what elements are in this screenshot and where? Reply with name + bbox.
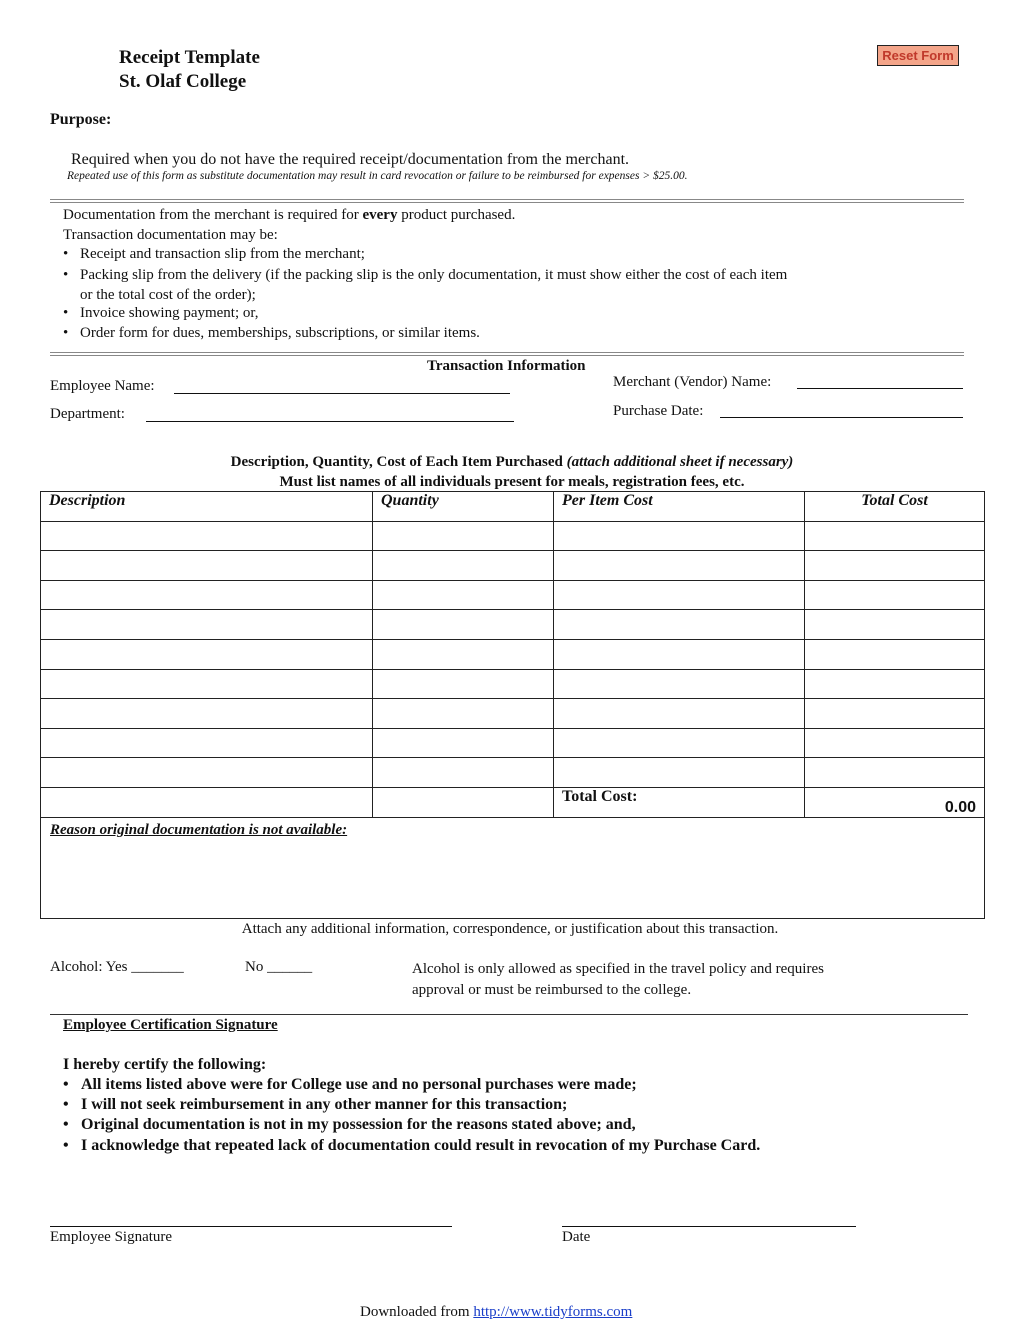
cert-bullet-mark: •	[63, 1116, 69, 1133]
quantity-cell[interactable]	[373, 521, 554, 551]
cert-bullet-mark: •	[63, 1137, 69, 1154]
total-cost-cell[interactable]	[805, 639, 985, 669]
description-cell[interactable]	[41, 758, 373, 788]
column-header-total-cost: Total Cost	[805, 492, 985, 522]
purpose-label: Purpose:	[50, 111, 112, 128]
table-row	[41, 521, 985, 551]
doc-bullet-mark: •	[63, 267, 69, 283]
per-item-cost-cell[interactable]	[554, 521, 805, 551]
footer-prefix: Downloaded from	[360, 1304, 474, 1320]
cert-bullet-1: All items listed above were for College use and no personal purchases were made;	[81, 1076, 637, 1093]
per-item-cost-cell[interactable]	[554, 669, 805, 699]
per-item-cost-cell[interactable]	[554, 758, 805, 788]
form-title: Receipt Template	[119, 47, 260, 68]
table-row	[41, 580, 985, 610]
reset-form-button[interactable]: Reset Form	[877, 45, 959, 66]
total-cost-value[interactable]: 0.00	[805, 787, 985, 817]
attach-note: Attach any additional information, correspondence, or justification about this transaction.	[241, 921, 779, 937]
description-cell[interactable]	[41, 551, 373, 581]
quantity-cell[interactable]	[373, 639, 554, 669]
quantity-cell[interactable]	[373, 580, 554, 610]
per-item-cost-cell[interactable]	[554, 699, 805, 729]
items-heading: Description, Quantity, Cost of Each Item Purchased (attach additional sheet if necessary)	[230, 454, 794, 470]
alcohol-no[interactable]: No ______	[245, 959, 313, 975]
description-cell[interactable]	[41, 728, 373, 758]
quantity-cell[interactable]	[373, 699, 554, 729]
description-cell[interactable]	[41, 610, 373, 640]
table-row	[41, 699, 985, 729]
quantity-cell[interactable]	[373, 728, 554, 758]
college-name: St. Olaf College	[119, 71, 247, 92]
total-cost-cell[interactable]	[805, 669, 985, 699]
cert-bullet-3: Original documentation is not in my possession for the reasons stated above; and,	[81, 1116, 636, 1133]
alcohol-note-2: approval or must be reimbursed to the college.	[412, 982, 692, 998]
total-cost-cell[interactable]	[805, 728, 985, 758]
divider	[50, 352, 964, 356]
transaction-heading: Transaction Information	[427, 358, 586, 374]
cert-bullet-4: I acknowledge that repeated lack of documentation could result in revocation of my Purchase Card.	[81, 1137, 761, 1154]
per-item-cost-cell[interactable]	[554, 610, 805, 640]
total-cost-cell[interactable]	[805, 580, 985, 610]
signature-date-label: Date	[562, 1229, 591, 1245]
per-item-cost-cell[interactable]	[554, 639, 805, 669]
per-item-cost-cell[interactable]	[554, 551, 805, 581]
divider	[50, 199, 964, 203]
alcohol-note-1: Alcohol is only allowed as specified in the travel policy and requires	[412, 961, 824, 977]
purpose-note: Repeated use of this form as substitute documentation may result in card revocation or failure to be reimbursed for expenses > $25.00.	[67, 170, 688, 182]
divider	[50, 1014, 968, 1015]
tidyforms-link[interactable]: http://www.tidyforms.com	[473, 1304, 633, 1320]
certification-heading: Employee Certification Signature	[63, 1017, 278, 1033]
footer	[360, 1304, 632, 1321]
doc-bullet-mark: •	[63, 246, 69, 262]
description-cell[interactable]	[41, 521, 373, 551]
doc-bullet-mark: •	[63, 325, 69, 341]
column-header-description: Description	[41, 492, 373, 522]
merchant-name-field[interactable]	[797, 388, 963, 389]
table-row	[41, 669, 985, 699]
certification-intro: I hereby certify the following:	[63, 1056, 267, 1073]
total-cost-cell[interactable]	[805, 758, 985, 788]
employee-name-label: Employee Name:	[50, 378, 155, 394]
alcohol-yes[interactable]: Alcohol: Yes _______	[50, 959, 184, 975]
doc-bullet-4: Order form for dues, memberships, subscriptions, or similar items.	[80, 325, 480, 341]
department-field[interactable]	[146, 421, 514, 422]
table-row	[41, 551, 985, 581]
per-item-cost-cell[interactable]	[554, 580, 805, 610]
items-table	[40, 491, 985, 818]
doc-bullet-mark: •	[63, 305, 69, 321]
table-header-row	[41, 492, 985, 522]
table-row	[41, 758, 985, 788]
doc-bullet-2b: or the total cost of the order);	[80, 287, 256, 303]
total-cost-cell[interactable]	[805, 521, 985, 551]
cert-bullet-mark: •	[63, 1076, 69, 1093]
signature-date-field[interactable]	[562, 1226, 856, 1227]
employee-signature-label: Employee Signature	[50, 1229, 173, 1245]
cert-bullet-mark: •	[63, 1096, 69, 1113]
total-cost-label: Total Cost:	[554, 787, 805, 817]
total-cost-cell[interactable]	[805, 551, 985, 581]
column-header-per-item-cost: Per Item Cost	[554, 492, 805, 522]
employee-name-field[interactable]	[174, 393, 510, 394]
cert-bullet-2: I will not seek reimbursement in any other manner for this transaction;	[81, 1096, 568, 1113]
employee-signature-field[interactable]	[50, 1226, 452, 1227]
items-subheading: Must list names of all individuals present for meals, registration fees, etc.	[279, 474, 745, 490]
column-header-quantity: Quantity	[373, 492, 554, 522]
description-cell[interactable]	[41, 699, 373, 729]
reason-label: Reason original documentation is not available:	[50, 822, 348, 838]
doc-bullet-1: Receipt and transaction slip from the merchant;	[80, 246, 365, 262]
description-cell[interactable]	[41, 669, 373, 699]
purchase-date-label: Purchase Date:	[613, 403, 704, 419]
description-cell[interactable]	[41, 787, 373, 817]
doc-line1: Documentation from the merchant is required for every product purchased.	[63, 207, 516, 223]
purpose-text: Required when you do not have the required receipt/documentation from the merchant.	[71, 151, 630, 168]
table-row	[41, 610, 985, 640]
doc-bullet-3: Invoice showing payment; or,	[80, 305, 259, 321]
purchase-date-field[interactable]	[720, 417, 963, 418]
quantity-cell[interactable]	[373, 610, 554, 640]
total-cost-cell[interactable]	[805, 699, 985, 729]
doc-line2: Transaction documentation may be:	[63, 227, 278, 243]
table-row	[41, 639, 985, 669]
quantity-cell[interactable]	[373, 787, 554, 817]
merchant-name-label: Merchant (Vendor) Name:	[613, 374, 772, 390]
description-cell[interactable]	[41, 639, 373, 669]
doc-bullet-2a: Packing slip from the delivery (if the packing slip is the only documentation, it must show either the cost of each item	[80, 267, 788, 283]
description-cell[interactable]	[41, 580, 373, 610]
table-row	[41, 728, 985, 758]
total-cost-cell[interactable]	[805, 610, 985, 640]
total-row	[41, 787, 985, 817]
quantity-cell[interactable]	[373, 551, 554, 581]
quantity-cell[interactable]	[373, 669, 554, 699]
department-label: Department:	[50, 406, 125, 422]
quantity-cell[interactable]	[373, 758, 554, 788]
per-item-cost-cell[interactable]	[554, 728, 805, 758]
